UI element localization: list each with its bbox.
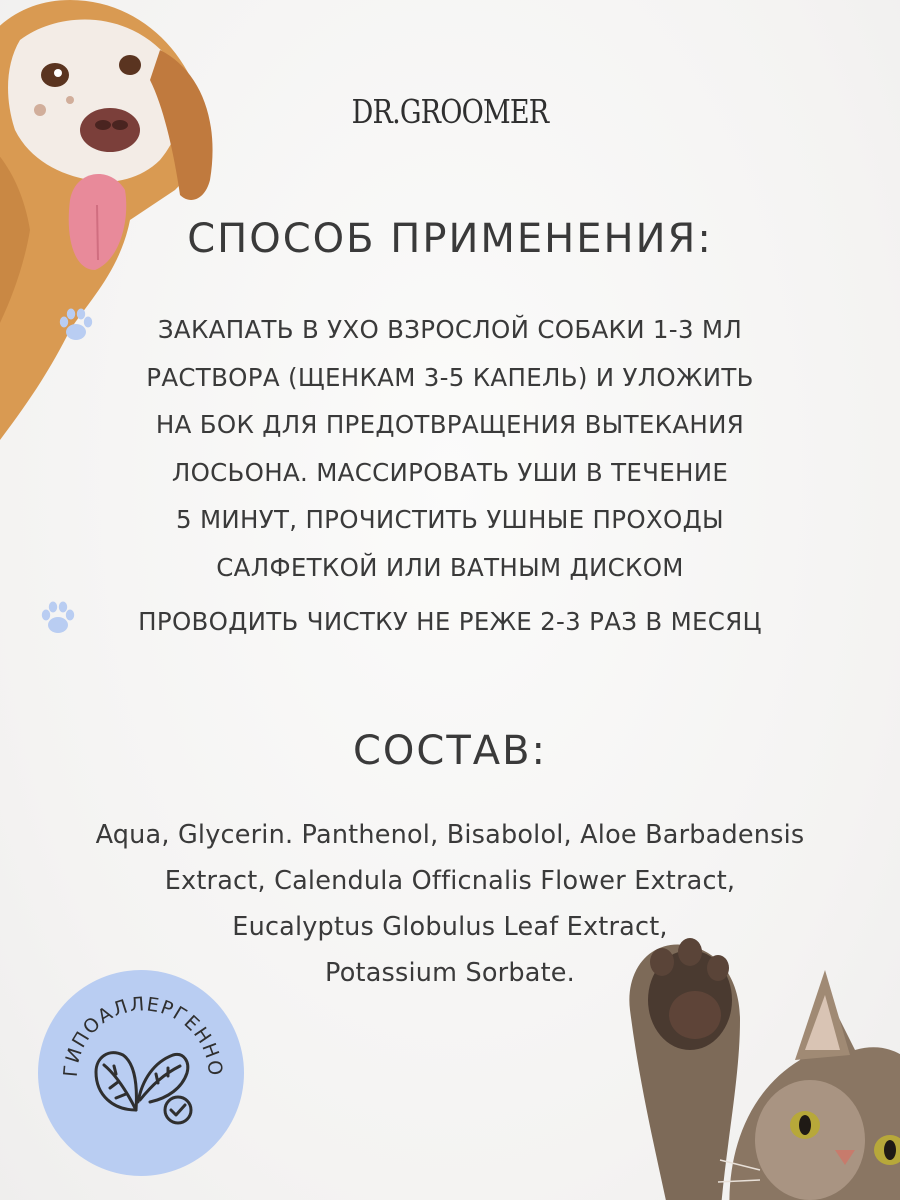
usage-step-1 [95, 306, 805, 591]
hypoallergenic-badge [38, 970, 244, 1176]
leaves-check-icon [96, 1053, 191, 1123]
usage-step-line: РАСТВОРА (ЩЕНКАМ 3-5 КАПЕЛЬ) И УЛОЖИТЬ [146, 362, 754, 392]
usage-step-line: НА БОК ДЛЯ ПРЕДОТВРАЩЕНИЯ ВЫТЕКАНИЯ [155, 410, 745, 439]
usage-step-line: ЗАКАПАТЬ В УХО ВЗРОСЛОЙ СОБАКИ 1-3 МЛ [157, 315, 743, 344]
paw-icon [38, 598, 78, 638]
paw-icon [56, 305, 96, 345]
composition-heading: СОСТАВ: [352, 728, 548, 774]
composition-line: Aqua, Glycerin. Panthenol, Bisabolol, Aloe Barbadensis [95, 820, 805, 850]
badge-graphic [38, 970, 244, 1176]
usage-step-line: 5 МИНУТ, ПРОЧИСТИТЬ УШНЫЕ ПРОХОДЫ [176, 505, 724, 534]
usage-step-2 [85, 598, 815, 646]
usage-step-line: ЛОСЬОНА. МАССИРОВАТЬ УШИ В ТЕЧЕНИЕ [171, 457, 729, 487]
composition-text [40, 812, 860, 996]
composition-line: Potassium Sorbate. [325, 958, 575, 988]
composition-line: Eucalyptus Globulus Leaf Extract, [232, 912, 668, 942]
usage-step-line: САЛФЕТКОЙ ИЛИ ВАТНЫМ ДИСКОМ [216, 552, 684, 582]
usage-heading: СПОСОБ ПРИМЕНЕНИЯ: [187, 216, 713, 262]
brand-logo: DR.GROOMER [351, 92, 549, 131]
usage-step-line: ПРОВОДИТЬ ЧИСТКУ НЕ РЕЖЕ 2-3 РАЗ В МЕСЯЦ [138, 607, 762, 636]
composition-line: Extract, Calendula Officnalis Flower Extract, [164, 866, 736, 896]
badge-text: ГИПОАЛЛЕРГЕННО [59, 993, 227, 1078]
